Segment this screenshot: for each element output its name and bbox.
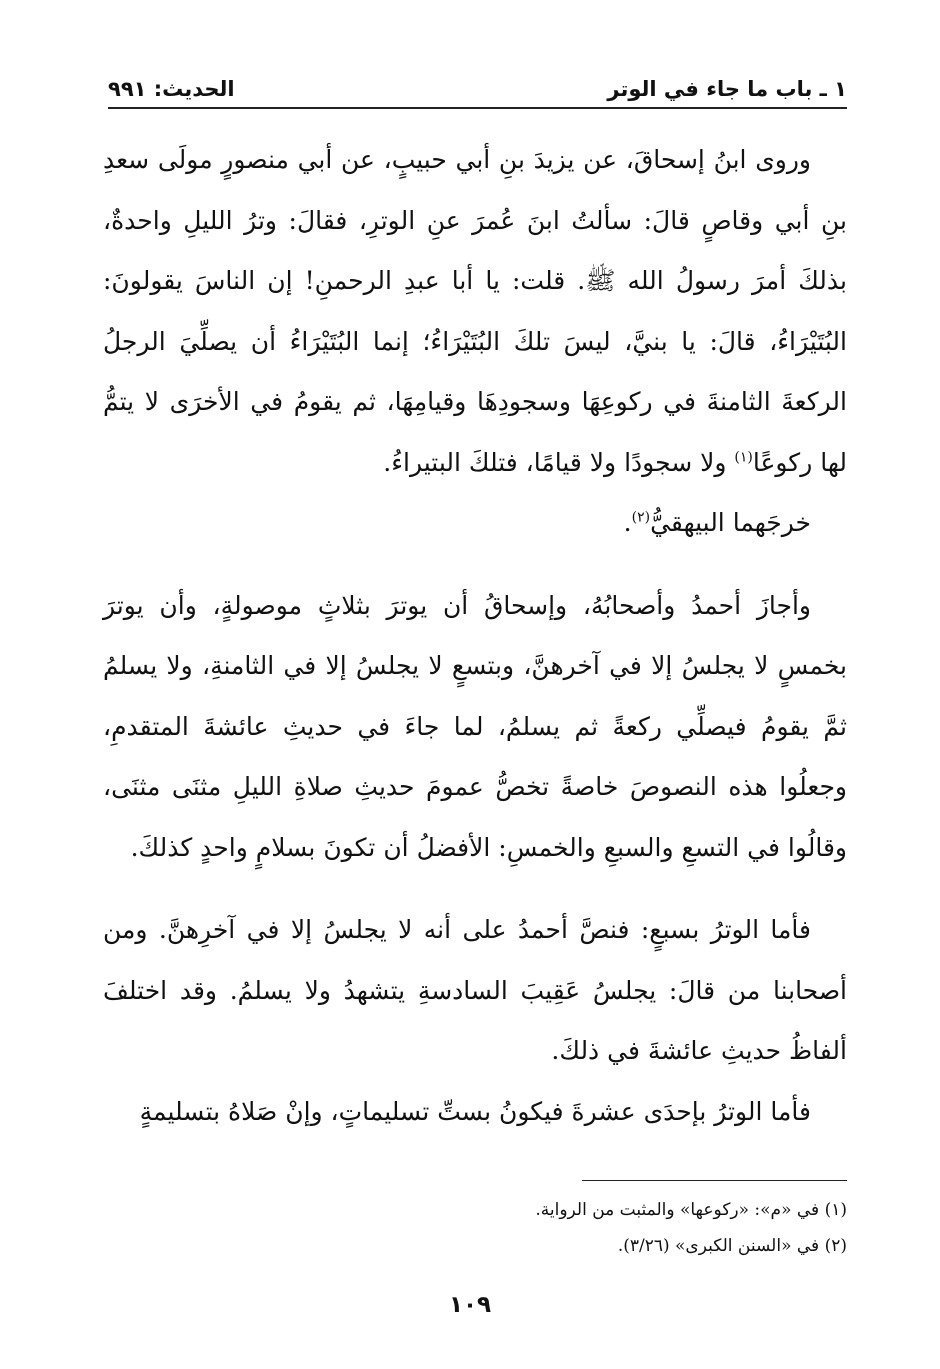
paragraph-3: وأجازَ أحمدُ وأصحابُهُ، وإسحاقُ أن يوترَ بثلاثٍ موصولةٍ، وأن يوترَ بخمسٍ لا يجلسُ إلا في آخرهنَّ، وبتسعٍ لا يجلسُ إلا في الثامنةِ، ولا يسلمُ ثمَّ يقومُ فيصلِّي ركعةً ثم يسلمُ، لما جاءَ في حديثِ عائشةَ المتقدمِ، وجعلُوا هذه النصوصَ خاصةً تخصُّ عمومَ حديثِ صلاةِ الليلِ مثنَى مثنَى، وقالُوا في التسعِ والسبعِ والخمسِ: الأفضلُ أن تكونَ بسلامٍ واحدٍ كذلكَ. bbox=[103, 590, 847, 862]
paragraph-1: وروى ابنُ إسحاقَ، عن يزيدَ بنِ أبي حبيبٍ، عن أبي منصورٍ مولَى سعدِ بنِ أبي وقاصٍ قالَ: سألتُ ابنَ عُمرَ عنِ الوترِ، فقالَ: وترُ الليلِ واحدةٌ، بذلكَ أمرَ رسولُ الله ﷺ. قلت: يا أبا عبدِ الرحمنِ! إن الناسَ يقولونَ: البُتَيْرَاءُ، قالَ: يا بنيَّ، ليسَ تلكَ البُتَيْرَاءُ؛ إنما البُتَيْرَاءُ أن يصلِّيَ الرجلُ الركعةَ الثامنةَ في ركوعِهَا وسجودِهَا وقيامِهَا، ثم يقومُ في الأخرَى لا يتمُّ لها ركوعًا$^{(١)}$ ولا سجودًا ولا قيامًا، فتلكَ البتيراءُ. bbox=[103, 145, 847, 477]
main-text bbox=[103, 130, 847, 1142]
footnote-2: (٢) في «السنن الكبرى» (٣/٢٦). bbox=[617, 1236, 847, 1256]
paragraph-4: فأما الوترُ بسبعٍ: فنصَّ أحمدُ على أنه لا يجلسُ إلا في آخرِهنَّ. ومن أصحابنا من قالَ: يجلسُ عَقِيبَ السادسةِ يتشهدُ ولا يسلمُ. وقد اختلفَ ألفاظُ حديثِ عائشةَ في ذلكَ. bbox=[103, 915, 847, 1065]
chapter-title: ١ ـ باب ما جاء في الوتر bbox=[607, 77, 847, 101]
paragraph-2: خرجَهما البيهقيُّ$^{(٢)}$. bbox=[623, 508, 811, 537]
header-divider bbox=[108, 107, 847, 109]
footnotes bbox=[108, 1192, 847, 1264]
paragraph-5: فأما الوترُ بإحدَى عشرةَ فيكونُ بستِّ تسليماتٍ، وإنْ صَلاهُ بتسليمةٍ bbox=[139, 1096, 811, 1126]
footnote-ref-2: (٢) bbox=[631, 509, 651, 526]
footnote-ref-1: (١) bbox=[734, 449, 753, 466]
page-number: ١٠٩ bbox=[448, 1292, 492, 1318]
running-header bbox=[108, 68, 847, 104]
footnote-1: (١) في «م»: «ركوعها» والمثبت من الرواية. bbox=[535, 1200, 847, 1220]
hadith-number: الحديث: ٩٩١ bbox=[108, 77, 235, 101]
footnote-divider bbox=[582, 1180, 847, 1181]
